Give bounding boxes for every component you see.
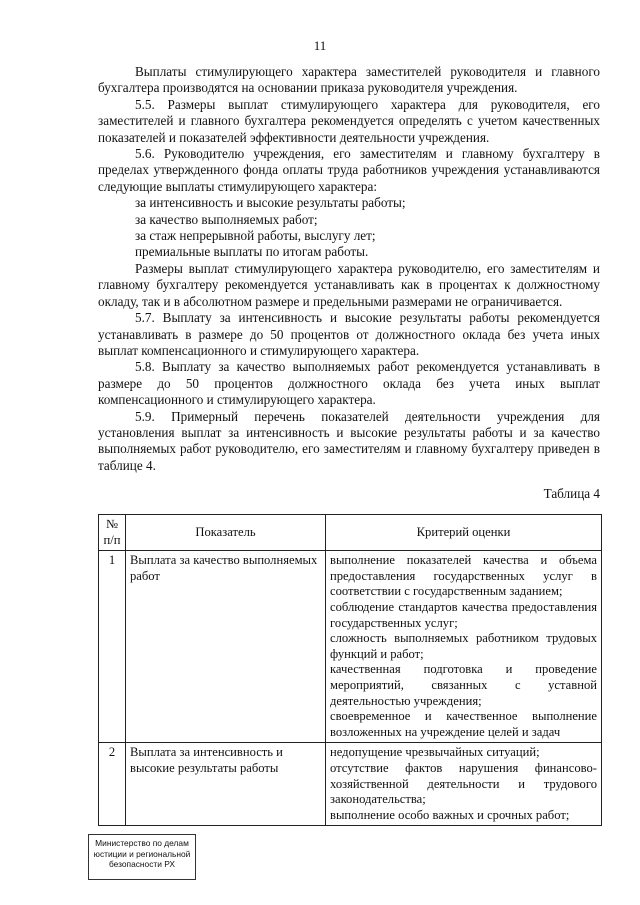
row-criteria <box>326 743 602 826</box>
row-number: 2 <box>99 743 126 826</box>
paragraph-5-7: 5.7. Выплату за интенсивность и высокие результаты работы рекомендуется устанавливать в размере до 50 процентов от должностного оклада без учета иных выплат компенсационного и стимулирующего характера. <box>98 310 600 358</box>
paragraph-5-5: 5.5. Размеры выплат стимулирующего характера для руководителя, его заместителей и главного бухгалтера рекомендуется определять с учетом качественных показателей и показателей эффективности деятельности учреждения. <box>98 96 600 145</box>
header-number: № п/п <box>99 515 126 551</box>
indicators-table <box>98 514 602 826</box>
row-criteria <box>326 551 602 743</box>
criterion: выполнение показателей качества и объема предоставления государственных услуг в соответствии с государственным заданием; <box>330 553 597 599</box>
criterion: недопущение чрезвычайных ситуаций; <box>330 745 540 760</box>
paragraph-deputies-payments: Выплаты стимулирующего характера заместителей руководителя и главного бухгалтера производятся на основании приказа руководителя учреждения. <box>98 64 600 96</box>
paragraph-5-8: 5.8. Выплату за качество выполняемых работ рекомендуется устанавливать в размере до 50 процентов должностного оклада без учета иных выплат компенсационного и стимулирующего характера. <box>98 359 600 408</box>
paragraph-5-9: 5.9. Примерный перечень показателей деятельности учреждения для установления выплат за интенсивность и высокие результаты работы и за качество выполняемых работ руководителю, его заместителям и главному бухгалтеру приведен в таблице 4. <box>98 408 600 473</box>
row-indicator: Выплата за интенсивность и высокие результаты работы <box>126 743 326 826</box>
criterion: соблюдение стандартов качества предоставления государственных услуг; <box>330 599 597 630</box>
paragraph-payment-sizes: Размеры выплат стимулирующего характера руководителю, его заместителям и главному бухгалтеру рекомендуется устанавливать как в процентах к должностному окладу, так и в абсолютном размере и предельными размерами не ограничивается. <box>98 260 600 309</box>
list-item: за качество выполняемых работ; <box>135 211 318 227</box>
table-header-row <box>99 515 602 551</box>
table-caption: Таблица 4 <box>543 486 600 501</box>
stamp-line: безопасности РХ <box>108 859 176 869</box>
header-criteria: Критерий оценки <box>326 515 602 551</box>
stamp-line: юстиции и региональной <box>93 848 191 859</box>
criterion: качественная подготовка и проведение мероприятий, связанных с уставной деятельностью учреждения; <box>330 662 597 708</box>
paragraph-5-6: 5.6. Руководителю учреждения, его заместителям и главному бухгалтеру в пределах утвержденного фонда оплаты труда работников учреждения устанавливаются следующие выплаты стимулирующего характера: <box>98 146 600 194</box>
page-number: 11 <box>313 38 327 53</box>
stamp-line: Министерство по делам <box>95 838 189 848</box>
table-row <box>99 551 602 743</box>
ministry-stamp <box>88 834 196 880</box>
criterion: выполнение особо важных и срочных работ; <box>330 807 570 822</box>
list-item: премиальные выплаты по итогам работы. <box>135 244 369 260</box>
header-indicator: Показатель <box>126 515 326 551</box>
body-text <box>98 64 600 474</box>
list-item: за стаж непрерывной работы, выслугу лет; <box>135 228 376 244</box>
table-row <box>99 743 602 826</box>
row-indicator: Выплата за качество выполняемых работ <box>126 551 326 743</box>
list-item: за интенсивность и высокие результаты работы; <box>135 195 406 211</box>
criterion: отсутствие фактов нарушения финансово-хозяйственной деятельности и трудового законодательства; <box>330 760 597 807</box>
criterion: сложность выполняемых работником трудовых функций и работ; <box>330 631 597 661</box>
row-number: 1 <box>99 551 126 743</box>
criterion: своевременное и качественное выполнение возложенных на учреждение целей и задач <box>330 709 597 739</box>
